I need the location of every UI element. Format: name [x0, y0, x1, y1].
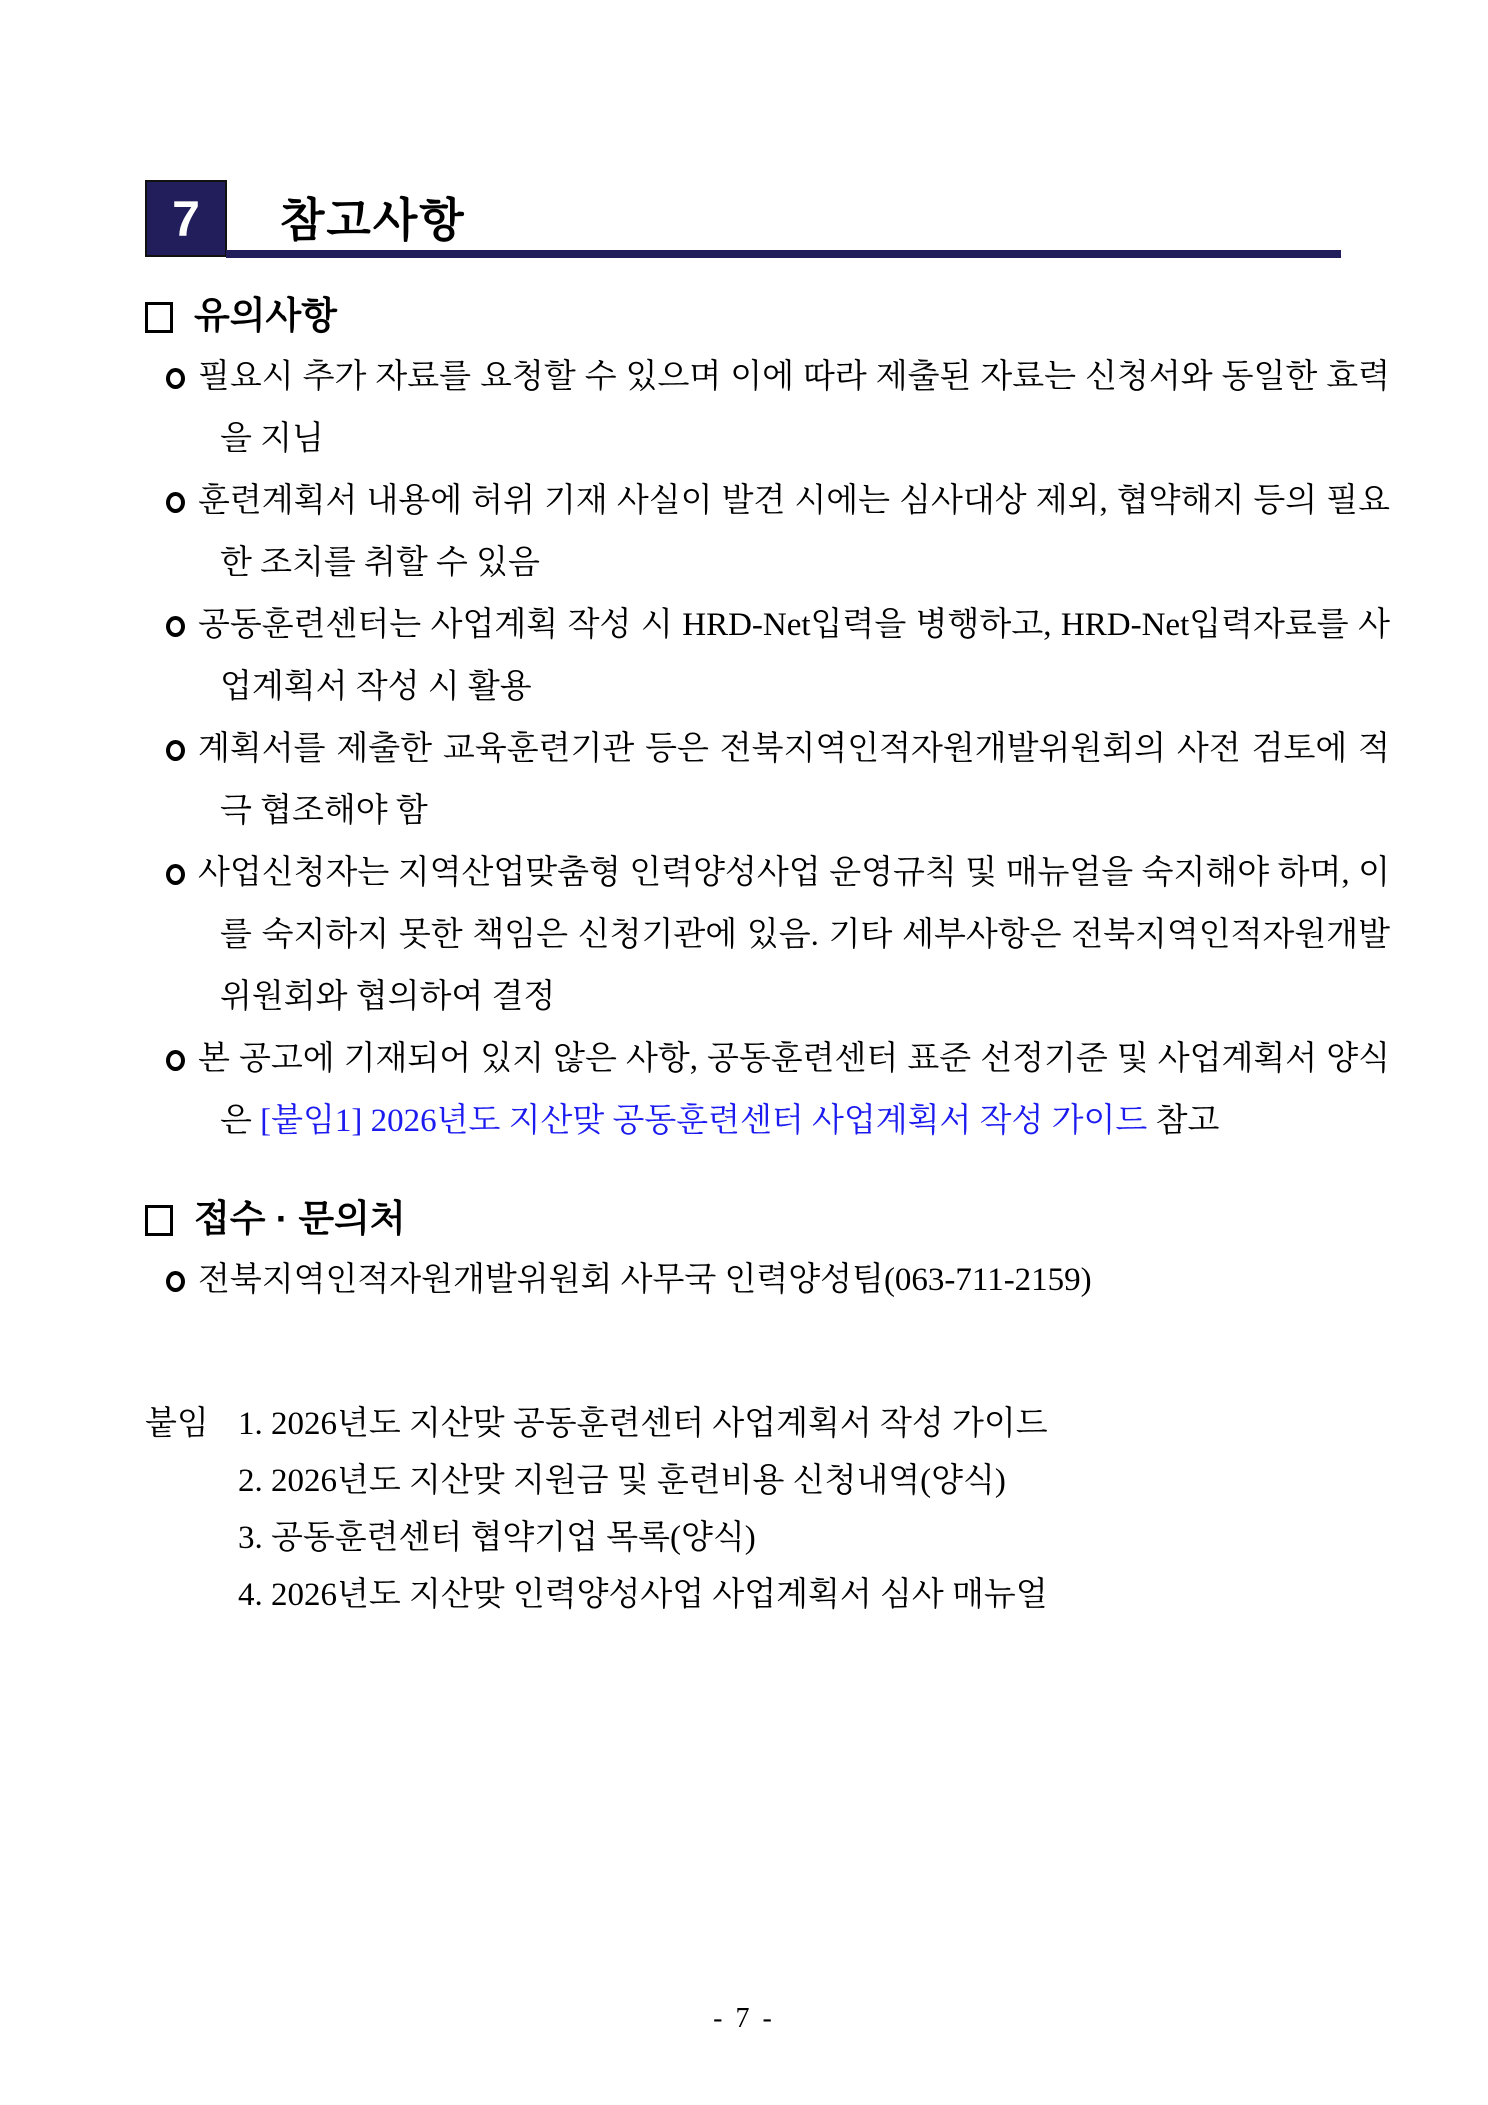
- notice-item-text: 필요시 추가 자료를 요청할 수 있으며 이에 따라 제출된 자료는 신청서와 동일한 효력을 지님: [198, 359, 1390, 457]
- attachment-item-text: 4. 2026년도 지산맞 인력양성사업 사업계획서 심사 매뉴얼: [238, 1577, 1048, 1613]
- attachments-label: 붙임: [145, 1406, 209, 1442]
- notice-item: [145, 1028, 1390, 1152]
- square-bullet-icon: [145, 1205, 173, 1236]
- attachment-row: [145, 1510, 1390, 1567]
- attachments-label-spacer: [145, 1567, 238, 1624]
- section-header: [145, 180, 1390, 258]
- attachment-item-text: 3. 공동훈련센터 협약기업 목록(양식): [238, 1520, 756, 1556]
- page-number: - 7 -: [713, 2003, 775, 2034]
- attachment-reference-text: [붙임1] 2026년도 지산맞 공동훈련센터 사업계획서 작성 가이드: [260, 1103, 1148, 1139]
- circle-bullet-icon: [166, 1271, 185, 1292]
- section-number-box: [145, 180, 227, 257]
- notice-item-text: 사업신청자는 지역산업맞춤형 인력양성사업 운영규칙 및 매뉴얼을 숙지해야 하며, 이를 숙지하지 못한 책임은 신청기관에 있음. 기타 세부사항은 전북지역인적자원개발위원회와 협의하여 결정: [198, 855, 1390, 1015]
- notice-item: [145, 346, 1390, 470]
- square-bullet-icon: [145, 302, 173, 333]
- contact-heading-label: 접수 · 문의처: [194, 1198, 406, 1239]
- contact-item: [145, 1249, 1390, 1311]
- notice-heading-label: 유의사항: [194, 295, 337, 336]
- notice-item-text: 훈련계획서 내용에 허위 기재 사실이 발견 시에는 심사대상 제외, 협약해지 등의 필요한 조치를 취할 수 있음: [198, 483, 1390, 581]
- section-title: 참고사항: [280, 194, 466, 246]
- notice-item: [145, 842, 1390, 1028]
- notice-item: [145, 594, 1390, 718]
- header-underline-rule: [226, 250, 1341, 258]
- attachment-row: [145, 1396, 1390, 1453]
- section-number: 7: [172, 190, 200, 247]
- notice-item-text: 공동훈련센터는 사업계획 작성 시 HRD-Net입력을 병행하고, HRD-Net입력자료를 사업계획서 작성 시 활용: [198, 607, 1390, 705]
- circle-bullet-icon: [166, 1050, 185, 1071]
- notice-item-text: 계획서를 제출한 교육훈련기관 등은 전북지역인적자원개발위원회의 사전 검토에 적극 협조해야 함: [198, 731, 1390, 829]
- contact-item-text: 전북지역인적자원개발위원회 사무국 인력양성팀(063-711-2159): [198, 1262, 1092, 1298]
- contact-heading: [145, 1197, 1390, 1241]
- attachments-label-spacer: [145, 1510, 238, 1567]
- notice-item-text: 참고: [1147, 1103, 1220, 1139]
- circle-bullet-icon: [166, 492, 185, 513]
- attachment-row: [145, 1453, 1390, 1510]
- notice-list: [145, 346, 1390, 1152]
- notice-item-text: 본 공고에 기재되어 있지 않은 사항, 공동훈련센터 표준 선정기준 및 사업계획서 양식은: [198, 1041, 1390, 1139]
- circle-bullet-icon: [166, 616, 185, 637]
- attachments-label-spacer: [145, 1453, 238, 1510]
- attachment-row: [145, 1567, 1390, 1624]
- notice-heading: [145, 294, 1390, 338]
- notice-item: [145, 718, 1390, 842]
- circle-bullet-icon: [166, 368, 185, 389]
- attachment-item-text: 2. 2026년도 지산맞 지원금 및 훈련비용 신청내역(양식): [238, 1463, 1006, 1499]
- notice-item: [145, 470, 1390, 594]
- attachment-item-text: 1. 2026년도 지산맞 공동훈련센터 사업계획서 작성 가이드: [238, 1406, 1048, 1442]
- circle-bullet-icon: [166, 740, 185, 761]
- page-content: [145, 180, 1390, 1624]
- circle-bullet-icon: [166, 864, 185, 885]
- attachments-list: [145, 1396, 1390, 1624]
